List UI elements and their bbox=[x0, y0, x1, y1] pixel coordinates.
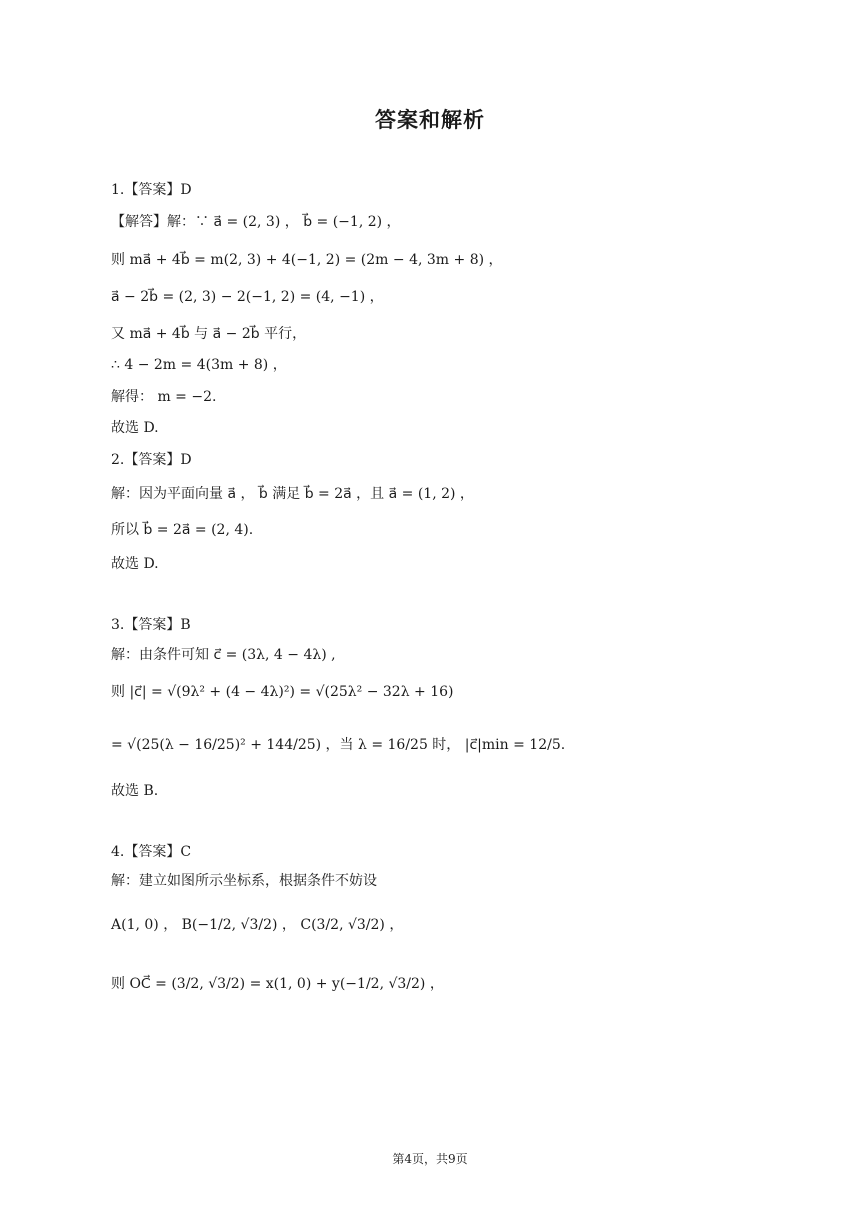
page-footer: 第4页，共9页 bbox=[392, 1152, 468, 1166]
solution-line: 则 OC⃗ = (3/2, √3/2) = x(1, 0) + y(−1/2, √3/2) ， bbox=[111, 976, 444, 992]
conclusion-line: 故选 D. bbox=[111, 556, 159, 572]
solution-line: 则 |c⃗| = √(9λ² + (4 − 4λ)²) = √(25λ² − 32λ + 16) bbox=[111, 684, 454, 700]
solution-line: a⃗ − 2b⃗ = (2, 3) − 2(−1, 2) = (4, −1) ， bbox=[111, 289, 384, 305]
solution-line: 解：因为平面向量 a⃗ ， b⃗ 满足 b⃗ = 2a⃗ ，且 a⃗ = (1, 2) ， bbox=[111, 486, 474, 502]
solution-line: 所以 b⃗ = 2a⃗ = (2, 4). bbox=[111, 522, 254, 538]
solution-line: 解：建立如图所示坐标系，根据条件不妨设 bbox=[111, 873, 377, 889]
solution-line: 则 ma⃗ + 4b⃗ = m(2, 3) + 4(−1, 2) = (2m − 4, 3m + 8) ， bbox=[111, 252, 503, 268]
solution-line: 【解答】解：∵ a⃗ = (2, 3) ， b⃗ = (−1, 2) ， bbox=[111, 214, 401, 230]
page-title: 答案和解析 bbox=[375, 108, 485, 132]
answer-4-heading: 4.【答案】C bbox=[111, 844, 192, 860]
answer-2-heading: 2.【答案】D bbox=[111, 452, 192, 468]
solution-line: 解：由条件可知 c⃗ = (3λ, 4 − 4λ) , bbox=[111, 647, 336, 663]
answer-1-heading: 1.【答案】D bbox=[111, 182, 192, 198]
solution-line: 解得： m = −2. bbox=[111, 389, 217, 405]
answer-3-heading: 3.【答案】B bbox=[111, 617, 191, 633]
solution-line: 又 ma⃗ + 4b⃗ 与 a⃗ − 2b⃗ 平行， bbox=[111, 326, 307, 342]
solution-line: A(1, 0) ， B(−1/2, √3/2) ， C(3/2, √3/2) ， bbox=[111, 917, 404, 933]
conclusion-line: 故选 D. bbox=[111, 420, 159, 436]
solution-line: ∴ 4 − 2m = 4(3m + 8) ， bbox=[111, 357, 287, 373]
conclusion-line: 故选 B. bbox=[111, 783, 159, 799]
solution-line: = √(25(λ − 16/25)² + 144/25) ，当 λ = 16/25 时， |c⃗|min = 12/5. bbox=[111, 737, 566, 753]
